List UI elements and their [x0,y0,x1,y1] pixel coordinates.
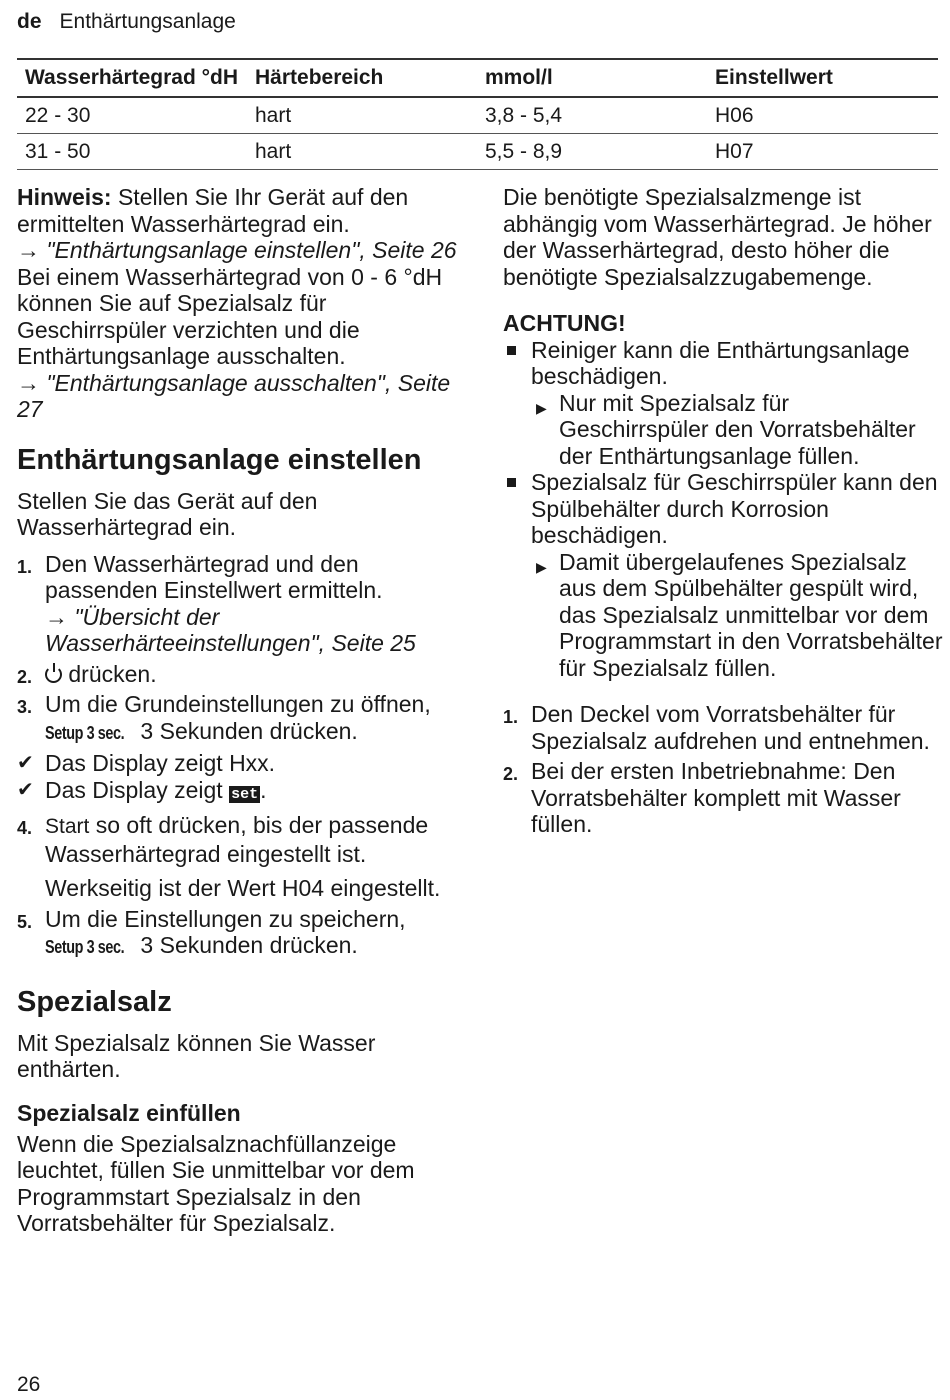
bullet-square-icon [507,478,516,487]
table-header-row [17,59,938,97]
setup-button-label: Setup 3 sec. [45,722,125,743]
step-text: Um die Grundeinstellungen zu öffnen, [45,691,431,717]
step-text: 3 Sekunden drücken. [134,717,358,744]
cross-reference-link[interactable]: → "Übersicht der Wasserhärteeinstellungen", Seite 25 [45,603,416,656]
result-item: ✔ Das Display zeigt set. [17,776,267,803]
action-text: Nur mit Spezialsalz für Geschirrspüler den Vorratsbehälter der Enthärtungsanlage füllen. [559,389,916,469]
step-number: 1. [503,707,519,727]
display-set-symbol: set [231,785,259,803]
column-header: mmol/l [477,59,707,97]
page-number: 26 [17,1373,41,1396]
language-code: de [17,10,42,33]
salt-intro: Mit Spezialsalz können Sie Wasser enthärten. [17,1029,376,1082]
step-number: 1. [17,556,33,577]
note-label: Hinweis: [17,184,112,210]
water-hardness-table [17,58,938,170]
section-title: Enthärtungsanlage [59,10,236,33]
right-column [503,184,943,838]
table-cell: 31 - 50 [17,134,247,170]
step-note: Werkseitig ist der Wert H04 eingestellt. [45,875,441,901]
step-item [17,691,457,746]
intro-text: Stellen Sie das Gerät auf den Wasserhärtegrad ein. [17,487,318,540]
table-cell: H06 [707,97,938,134]
cross-reference-link[interactable]: → "Enthärtungsanlage einstellen", Seite 26 [17,237,457,263]
column-header: Härtebereich [247,59,477,97]
table-row [17,97,938,134]
table-cell: 5,5 - 8,9 [477,134,707,170]
table-cell: H07 [707,134,938,170]
check-icon: ✔ [17,752,34,774]
result-text: Das Display zeigt [45,776,230,803]
step-text: so oft drücken, bis der passende Wasserhärtegrad eingestellt ist. [45,812,429,867]
table-cell: 22 - 30 [17,97,247,134]
step-text: Bei der ersten Inbetriebnahme: Den Vorratsbehälter komplett mit Wasser füllen. [531,758,901,837]
bullet-square-icon [507,346,516,355]
step-text: drücken. [62,660,157,687]
warning-title: ACHTUNG! [503,310,626,336]
salt-quantity-text: Die benötigte Spezialsalzmenge ist abhängig vom Wasserhärtegrad. Je höher der Wasserhärtegrad, desto höher die benötigte Spezialsalzzugabemenge. [503,184,932,290]
step-item [17,661,457,688]
step-item [17,906,457,961]
note-text-2: Bei einem Wasserhärtegrad von 0 - 6 °dH können Sie auf Spezialsalz für Geschirrspüler verzichten und die Enthärtungsanlage ausschalten. [17,263,443,369]
warning-item [503,469,943,549]
check-icon: ✔ [17,778,34,801]
left-column [17,184,457,1237]
step-number: 2. [503,764,519,784]
column-header: Einstellwert [707,59,938,97]
power-icon [45,666,62,683]
subsection-heading: Spezialsalz einfüllen [17,1099,241,1126]
warning-text: Spezialsalz für Geschirrspüler kann den Spülbehälter durch Korrosion beschädigen. [531,469,938,548]
action-item [503,549,943,682]
warning-item [503,337,943,390]
triangle-arrow-icon: ▶ [536,558,547,575]
result-item [17,750,457,777]
warning-text: Reiniger kann die Enthärtungsanlage beschädigen. [531,336,910,389]
step-number: 5. [17,911,33,932]
step-item [17,551,457,657]
table-cell: hart [247,134,477,170]
step-number: 3. [17,697,33,717]
step-text: Um die Einstellungen zu speichern, [45,905,406,932]
cross-reference-link[interactable]: → "Enthärtungsanlage ausschalten", Seite 27 [17,369,451,422]
step-number: 4. [17,818,33,838]
step-number: 2. [17,666,33,687]
setup-button-label: Setup 3 sec. [45,937,125,957]
step-item [503,701,943,754]
section-heading: Enthärtungsanlage einstellen [17,443,422,476]
action-item [503,390,943,470]
step-text: Den Wasserhärtegrad und den passenden Einstellwert ermitteln. [45,550,383,603]
table-cell: hart [247,97,477,134]
note-paragraph [17,184,457,237]
action-text: Damit übergelaufenes Spezialsalz aus dem Spülbehälter gespült wird, das Spezialsalz unmittelbar vor dem Programmstart in den Vorratsbehälter für Spezialsalz füllen. [559,548,943,681]
fill-text: Wenn die Spezialsalznachfüllanzeige leuchtet, füllen Sie unmittelbar vor dem Programmstart Spezialsalz in den Vorratsbehälter für Spezialsalz. [17,1130,415,1236]
section-heading: Spezialsalz [17,985,172,1018]
column-header: Wasserhärtegrad °dH [17,59,247,97]
table-row [17,134,938,170]
step-text: 3 Sekunden drücken. [134,932,358,958]
result-text: Das Display zeigt Hxx. [45,750,276,776]
step-item [17,812,457,902]
step-item [503,758,943,838]
step-text: Den Deckel vom Vorratsbehälter für Spezialsalz aufdrehen und entnehmen. [531,701,930,754]
table-cell: 3,8 - 5,4 [477,97,707,134]
note-text: Stellen Sie Ihr Gerät auf den ermittelten Wasserhärtegrad ein. [17,184,409,237]
page-header [17,9,236,35]
start-button-label: Start [45,815,90,838]
triangle-arrow-icon: ▶ [536,399,547,416]
